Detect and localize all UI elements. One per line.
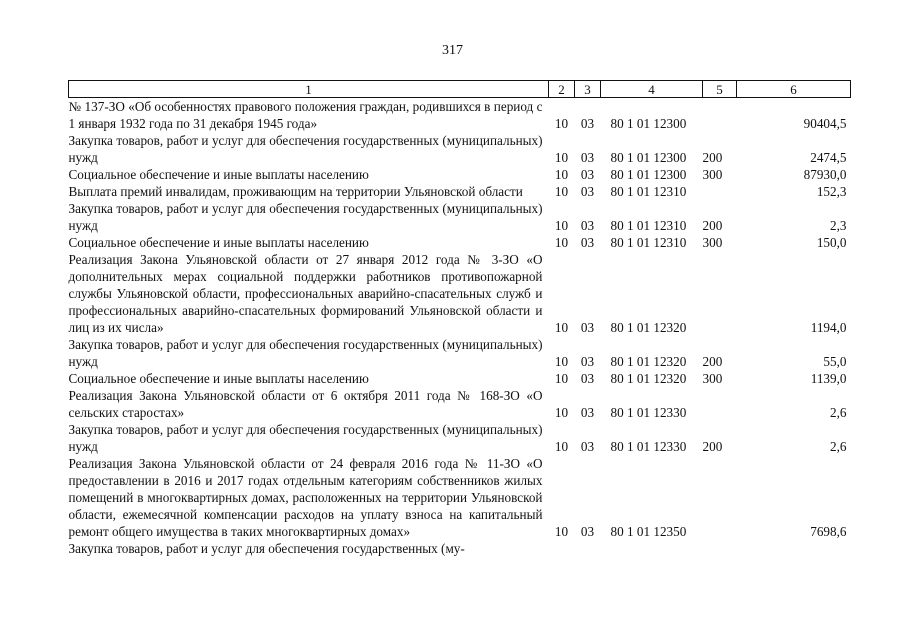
row-target-code: 80 1 01 12310: [610, 218, 687, 233]
row-expense-type: [703, 540, 737, 557]
row-section: 10: [554, 439, 569, 454]
row-subsection: 03: [580, 405, 595, 420]
table-row: [69, 540, 851, 557]
table-row: [69, 200, 851, 234]
row-section: 10: [554, 354, 569, 369]
row-description: Закупка товаров, работ и услуг для обеспечения государственных (муниципальных) нужд: [68, 337, 543, 369]
header-col-6: 6: [737, 81, 851, 98]
row-subsection: 03: [580, 167, 595, 182]
row-description: Социальное обеспечение и иные выплаты населению: [68, 371, 369, 386]
row-amount: 1194,0: [810, 320, 847, 335]
row-section: 10: [554, 405, 569, 420]
row-amount: 2474,5: [810, 150, 847, 165]
row-expense-type: [703, 251, 737, 336]
table-row: [69, 455, 851, 540]
row-target-code: 80 1 01 12320: [610, 354, 687, 369]
row-section: 10: [554, 524, 569, 539]
row-section: 10: [554, 218, 569, 233]
budget-table: [68, 80, 851, 557]
row-target-code: 80 1 01 12350: [610, 524, 687, 539]
row-subsection: 03: [580, 439, 595, 454]
table-row: [69, 370, 851, 387]
row-description: Социальное обеспечение и иные выплаты населению: [68, 167, 369, 182]
row-expense-type: 200: [702, 439, 723, 454]
row-description: Реализация Закона Ульяновской области от 6 октября 2011 года № 168-ЗО «О сельских старостах»: [68, 388, 543, 420]
header-col-3: 3: [575, 81, 601, 98]
row-target-code: 80 1 01 12300: [610, 167, 687, 182]
row-expense-type: [703, 387, 737, 421]
row-subsection: 03: [580, 116, 595, 131]
table-row: [69, 234, 851, 251]
row-amount: 87930,0: [803, 167, 847, 182]
row-amount: 55,0: [823, 354, 847, 369]
row-subsection: 03: [580, 184, 595, 199]
row-expense-type: 200: [702, 354, 723, 369]
header-col-1: 1: [69, 81, 549, 98]
row-section: [549, 540, 575, 557]
row-subsection: 03: [580, 524, 595, 539]
table-row: [69, 421, 851, 455]
row-subsection: 03: [580, 218, 595, 233]
row-subsection: 03: [580, 371, 595, 386]
table-row: [69, 98, 851, 133]
row-section: 10: [554, 235, 569, 250]
row-expense-type: 300: [702, 371, 723, 386]
row-amount: 2,6: [830, 439, 847, 454]
row-description: Закупка товаров, работ и услуг для обеспечения государственных (муниципальных) нужд: [68, 201, 543, 233]
row-amount: 90404,5: [803, 116, 847, 131]
row-expense-type: [703, 455, 737, 540]
table-row: [69, 251, 851, 336]
row-expense-type: [703, 98, 737, 133]
page-number: 317: [442, 43, 463, 58]
row-section: 10: [554, 184, 569, 199]
row-expense-type: 200: [702, 218, 723, 233]
row-amount: 2,6: [830, 405, 847, 420]
row-description: Выплата премий инвалидам, проживающим на территории Ульяновской области: [68, 184, 523, 199]
table-row: [69, 183, 851, 200]
header-col-2: 2: [549, 81, 575, 98]
row-section: 10: [554, 116, 569, 131]
row-subsection: 03: [580, 235, 595, 250]
row-target-code: 80 1 01 12300: [610, 116, 687, 131]
row-section: 10: [554, 150, 569, 165]
row-amount: 2,3: [830, 218, 847, 233]
row-section: 10: [554, 320, 569, 335]
row-description: Реализация Закона Ульяновской области от 24 февраля 2016 года № 11-ЗО «О предоставлении в 2016 и 2017 годах отдельным категориям собственников жилых помещений в многоквартирных домах, расположенных на территории Ульяновской области, ежемесячной компенсации расходов на уплату взноса на капитальный ремонт общего имущества в таких многоквартирных домах»: [68, 456, 543, 539]
row-section: 10: [554, 371, 569, 386]
row-description: Реализация Закона Ульяновской области от 27 января 2012 года № 3-ЗО «О дополнительных мерах социальной поддержки работников противопожарной службы Ульяновской области, профессиональных аварийно-спасательных служб и профессиональных аварийно-спасательных формирований Ульяновской области и лиц из их числа»: [68, 252, 543, 335]
table-header-row: [69, 81, 851, 98]
row-amount: 1139,0: [810, 371, 847, 386]
row-description: Социальное обеспечение и иные выплаты населению: [68, 235, 369, 250]
row-amount: [737, 540, 851, 557]
row-target-code: 80 1 01 12330: [610, 405, 687, 420]
row-target-code: 80 1 01 12300: [610, 150, 687, 165]
row-target-code: [601, 540, 703, 557]
row-expense-type: 300: [702, 167, 723, 182]
row-amount: 152,3: [816, 184, 847, 199]
header-col-5: 5: [703, 81, 737, 98]
table-row: [69, 387, 851, 421]
row-amount: 150,0: [816, 235, 847, 250]
row-target-code: 80 1 01 12330: [610, 439, 687, 454]
header-col-4: 4: [601, 81, 703, 98]
table-row: [69, 132, 851, 166]
row-description: Закупка товаров, работ и услуг для обеспечения государственных (му-: [68, 541, 465, 556]
row-section: 10: [554, 167, 569, 182]
table-row: [69, 336, 851, 370]
row-expense-type: 200: [702, 150, 723, 165]
row-subsection: 03: [580, 320, 595, 335]
row-target-code: 80 1 01 12310: [610, 235, 687, 250]
row-target-code: 80 1 01 12320: [610, 320, 687, 335]
row-target-code: 80 1 01 12320: [610, 371, 687, 386]
table-row: [69, 166, 851, 183]
row-description: Закупка товаров, работ и услуг для обеспечения государственных (муниципальных) нужд: [68, 133, 543, 165]
row-expense-type: [703, 183, 737, 200]
row-subsection: 03: [580, 150, 595, 165]
row-subsection: [575, 540, 601, 557]
row-amount: 7698,6: [810, 524, 847, 539]
row-target-code: 80 1 01 12310: [610, 184, 687, 199]
row-description: Закупка товаров, работ и услуг для обеспечения государственных (муниципальных) нужд: [68, 422, 543, 454]
row-description: № 137-ЗО «Об особенностях правового положения граждан, родившихся в период с 1 января 1932 года по 31 декабря 1945 года»: [68, 99, 543, 131]
row-expense-type: 300: [702, 235, 723, 250]
row-subsection: 03: [580, 354, 595, 369]
